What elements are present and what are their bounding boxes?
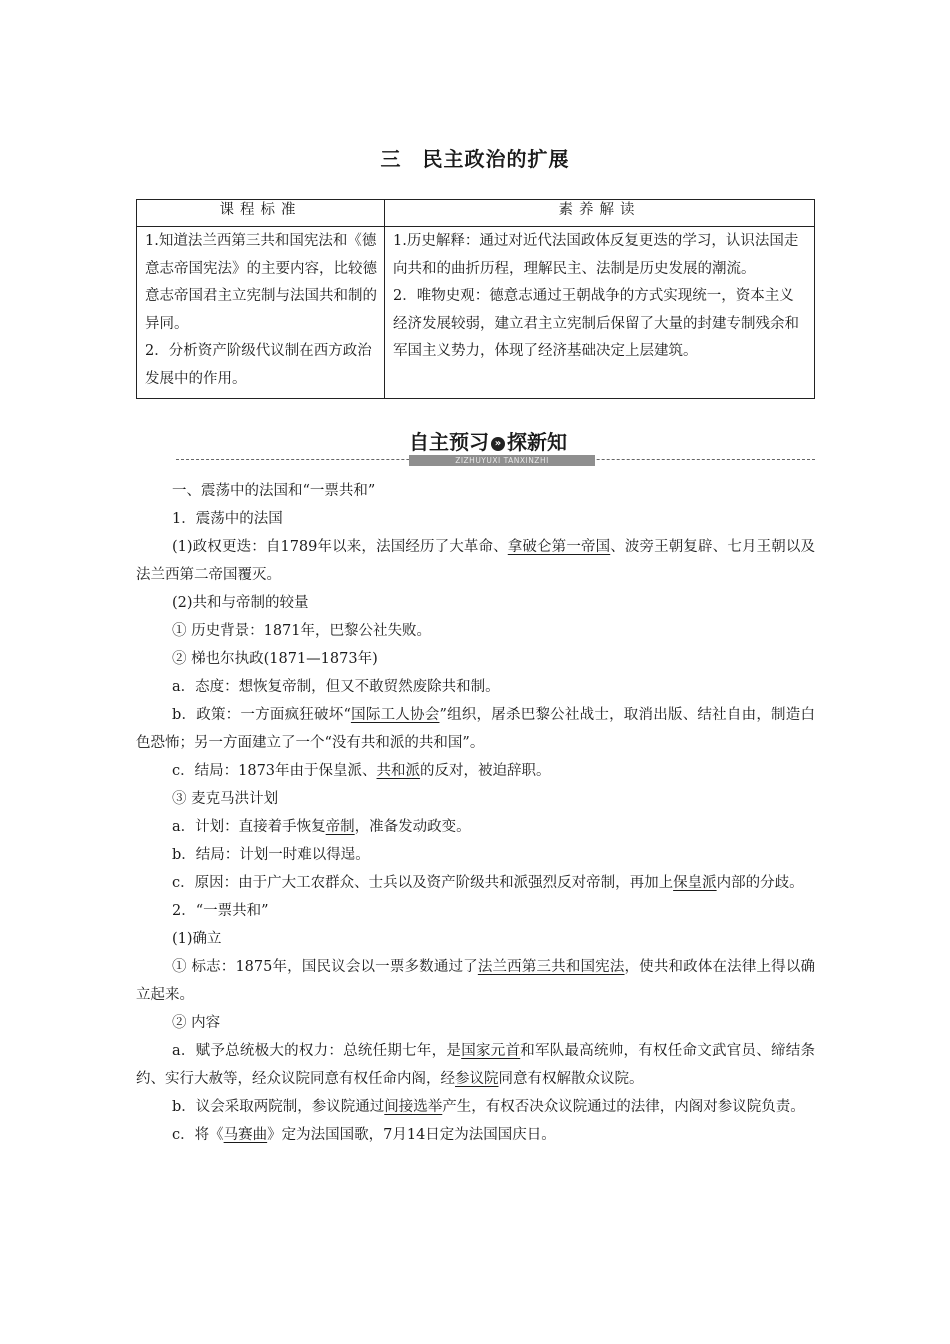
underlined-keyword: 间接选举 (384, 1099, 443, 1115)
text-segment: ① 标志：1875年，国民议会以一票多数通过了 (172, 959, 478, 975)
content-paragraph (136, 925, 815, 953)
text-segment: b．结局：计划一时难以得逞。 (172, 847, 370, 863)
banner-subtitle: ZIZHUYUXI TANXINZHI (409, 455, 595, 466)
content-paragraph (136, 785, 815, 813)
underlined-keyword: 参议院 (455, 1071, 499, 1087)
table-row (137, 227, 815, 399)
text-segment: 的反对，被迫辞职。 (420, 763, 551, 779)
text-segment: ，准备发动政变。 (354, 819, 471, 835)
text-segment: a．赋予总统极大的权力：总统任期七年，是 (172, 1043, 462, 1059)
text-segment: ② 梯也尔执政(1871—1873年) (172, 651, 378, 667)
text-segment: 、波旁王朝复辟、七月王朝以及法兰西第二帝国覆灭。 (136, 539, 815, 583)
text-segment: 》定为法国国歌，7月14日定为法国国庆日。 (267, 1127, 556, 1143)
content-paragraph (136, 673, 815, 701)
underlined-keyword: 帝制 (325, 819, 355, 835)
text-segment: ③ 麦克马洪计划 (172, 791, 279, 807)
standard-item-1: 1.知道法兰西第三共和国宪法和《德意志帝国宪法》的主要内容，比较德意志帝国君主立宪制与法国共和制的异同。 (145, 233, 377, 332)
content-paragraph (136, 533, 815, 589)
section-banner (409, 430, 589, 455)
underlined-keyword: 马赛曲 (223, 1127, 268, 1143)
text-segment: ① 历史背景：1871年，巴黎公社失败。 (172, 623, 432, 639)
content-paragraph (136, 869, 815, 897)
standards-cell (137, 227, 385, 399)
literacy-item-1: 1.历史解释：通过对近代法国政体反复更迭的学习，认识法国走向共和的曲折历程，理解民主、法制是历史发展的潮流。 (393, 233, 799, 277)
content-paragraph (136, 1037, 815, 1093)
text-segment: 内部的分歧。 (716, 875, 804, 891)
content-paragraph (136, 701, 815, 757)
text-segment: 2．“一票共和” (172, 903, 269, 919)
text-segment: ”组织，屠杀巴黎公社战士，取消出版、结社自由，制造白色恐怖；另一方面建立了一个“没有共和派的共和国”。 (136, 707, 815, 751)
underlined-keyword: 共和派 (376, 763, 421, 779)
standard-item-2: 2．分析资产阶级代议制在西方政治发展中的作用。 (145, 343, 372, 387)
text-segment: 1．震荡中的法国 (172, 511, 283, 527)
text-segment: b．议会采取两院制，参议院通过 (172, 1099, 385, 1115)
content-paragraph (136, 813, 815, 841)
banner-part1: 自主预习 (409, 430, 489, 454)
underlined-keyword: 国家元首 (461, 1043, 521, 1059)
text-segment: a．计划：直接着手恢复 (172, 819, 326, 835)
underlined-keyword: 保皇派 (673, 875, 717, 891)
text-segment: (2)共和与帝制的较量 (172, 595, 309, 611)
underlined-keyword: 国际工人协会 (350, 707, 440, 723)
header-literacy: 素养解读 (385, 200, 815, 227)
text-segment: c．原因：由于广大工农群众、士兵以及资产阶级共和派强烈反对帝制，再加上 (172, 875, 674, 891)
underlined-keyword: 法兰西第三共和国宪法 (477, 959, 625, 975)
header-standards: 课程标准 (137, 200, 385, 227)
text-segment: b．政策：一方面疯狂破坏“ (172, 707, 351, 723)
underlined-keyword: 拿破仑第一帝国 (507, 539, 611, 555)
content-paragraph (136, 953, 815, 1009)
text-segment: 产生，有权否决众议院通过的法律，内阁对参议院负责。 (442, 1099, 805, 1115)
page-title: 三 民主政治的扩展 (380, 147, 570, 171)
text-segment: ② 内容 (172, 1015, 221, 1031)
text-segment: a．态度：想恢复帝制，但又不敢贸然废除共和制。 (172, 679, 500, 695)
content-paragraph (136, 617, 815, 645)
banner-part2: 探新知 (507, 430, 567, 454)
content-paragraph (136, 841, 815, 869)
content-paragraph (136, 1093, 815, 1121)
content-paragraph (136, 897, 815, 925)
study-content (136, 477, 815, 1149)
content-paragraph (136, 645, 815, 673)
arrow-circle-icon: » (491, 437, 505, 451)
content-paragraph (136, 505, 815, 533)
content-paragraph (136, 1121, 815, 1149)
text-segment: (1)确立 (172, 931, 222, 947)
text-segment: ，使共和政体在法律上得以确立起来。 (136, 959, 816, 1003)
literacy-item-2: 2．唯物史观：德意志通过王朝战争的方式实现统一，资本主义经济发展较弱，建立君主立宪制后保留了大量的封建专制残余和军国主义势力，体现了经济基础决定上层建筑。 (393, 288, 799, 360)
text-segment: 同意有权解散众议院。 (498, 1071, 644, 1087)
curriculum-standards-table (136, 199, 815, 399)
text-segment: 和军队最高统帅，有权任命文武官员、缔结条约、实行大赦等，经众议院同意有权任命内阁，经 (136, 1043, 815, 1087)
table-header-row (137, 200, 815, 227)
text-segment: (1)政权更迭：自1789年以来，法国经历了大革命、 (172, 539, 508, 555)
content-paragraph (136, 477, 815, 505)
content-paragraph (136, 757, 815, 785)
content-paragraph (136, 1009, 815, 1037)
text-segment: c．结局：1873年由于保皇派、 (172, 763, 377, 779)
text-segment: 一、震荡中的法国和“一票共和” (172, 483, 376, 499)
content-paragraph (136, 589, 815, 617)
literacy-cell (385, 227, 815, 399)
text-segment: c．将《 (172, 1127, 224, 1143)
